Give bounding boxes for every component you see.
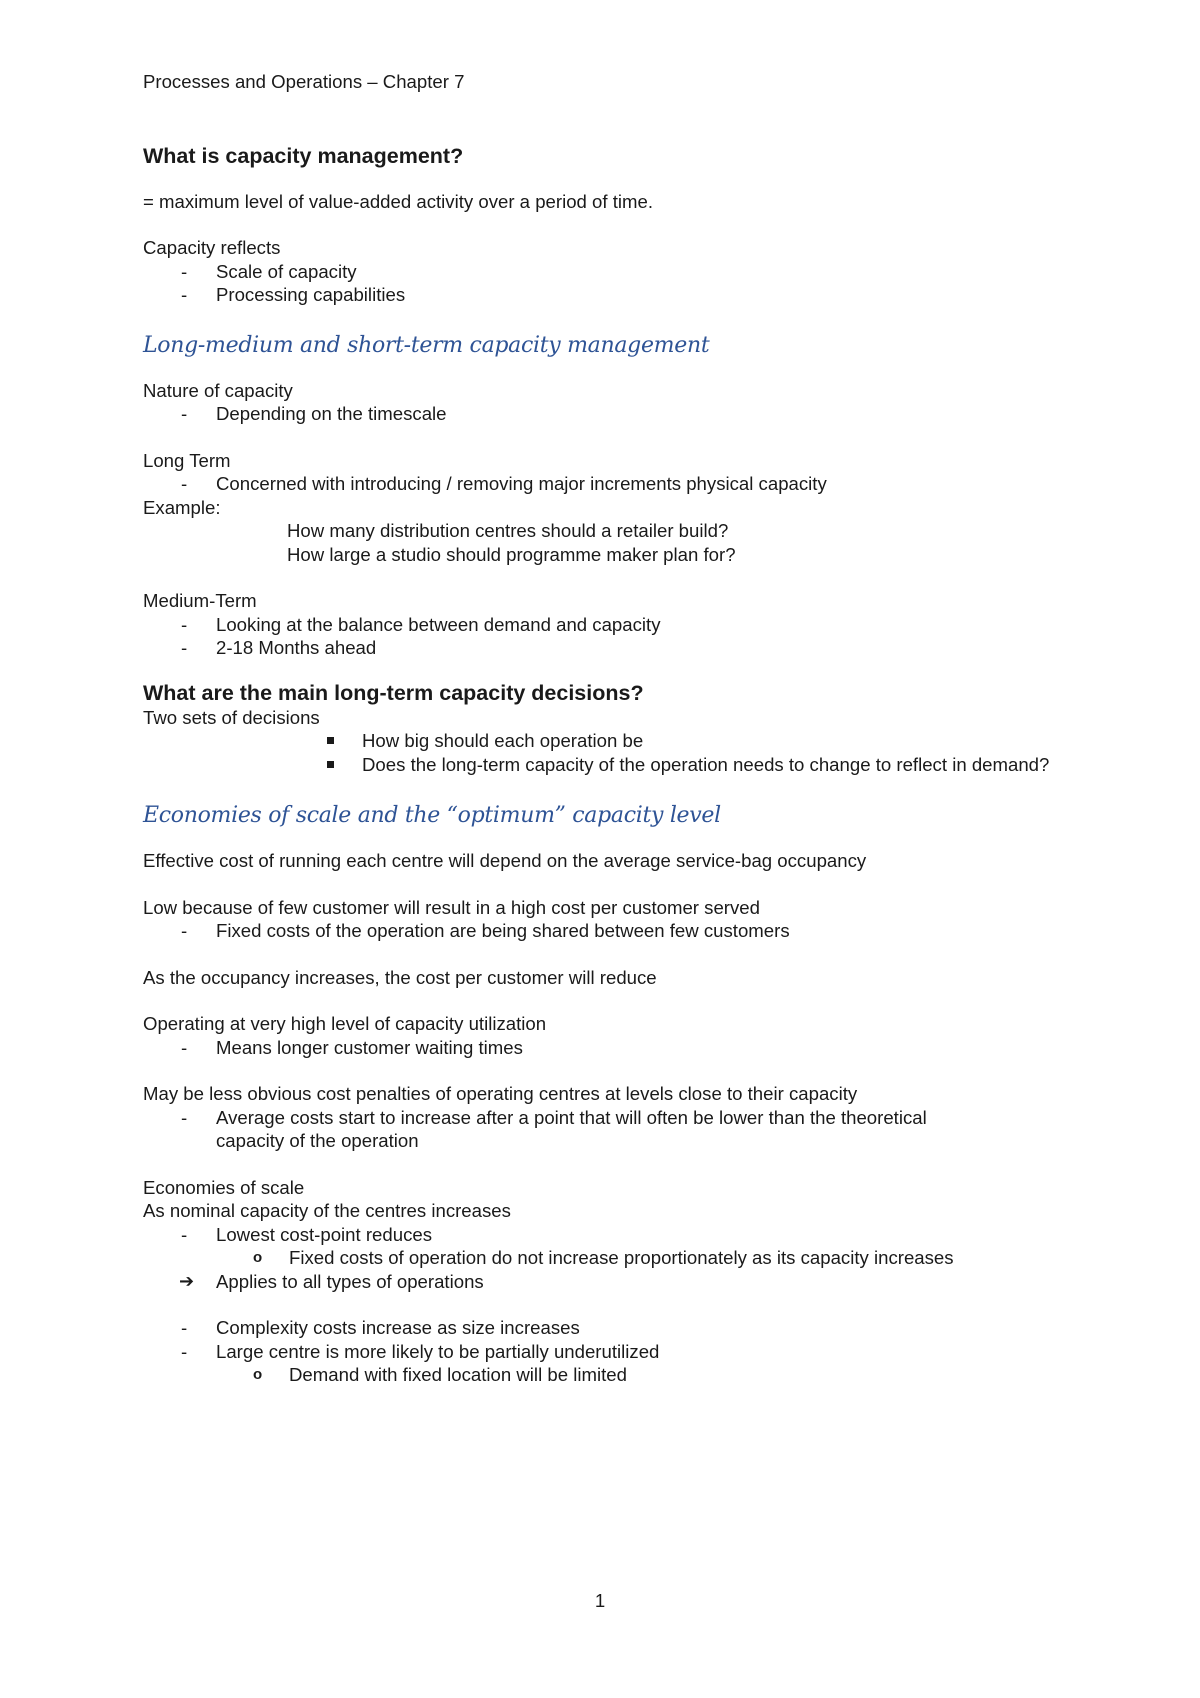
list-item: - Large centre is more likely to be partially underutilized xyxy=(181,1340,660,1362)
square-bullet-icon xyxy=(327,761,334,768)
long-term-label: Long Term xyxy=(143,449,231,471)
example-label: Example: xyxy=(143,496,221,518)
dash-bullet: - xyxy=(181,1223,188,1245)
paragraph: Effective cost of running each centre will depend on the average service-bag occupancy xyxy=(143,850,867,871)
list-item: - Means longer customer waiting times xyxy=(181,1036,523,1058)
section-heading-economies-of-scale: Economies of scale and the “optimum” capacity level xyxy=(143,803,721,828)
dash-bullet: - xyxy=(181,920,188,941)
list-item: - Looking at the balance between demand and capacity xyxy=(181,613,661,635)
list-item: - Processing capabilities xyxy=(181,284,406,305)
arrow-right-icon: ➔ xyxy=(179,1270,195,1291)
list-item: - Complexity costs increase as size increases xyxy=(181,1317,580,1338)
dash-bullet: - xyxy=(181,1106,188,1128)
list-item: - 2-18 Months ahead xyxy=(181,637,377,658)
circle-bullet: o xyxy=(253,1366,263,1383)
dash-bullet: - xyxy=(181,1036,188,1058)
paragraph: May be less obvious cost penalties of operating centres at levels close to their capacity xyxy=(143,1083,858,1104)
dash-bullet: - xyxy=(181,1340,188,1362)
medium-term-label: Medium-Term xyxy=(143,590,257,611)
page-number: 1 xyxy=(594,1590,606,1611)
dash-bullet: - xyxy=(181,284,188,305)
capacity-reflects-label: Capacity reflects xyxy=(143,237,281,258)
dash-bullet: - xyxy=(181,637,188,658)
list-item: - Concerned with introducing / removing major increments physical capacity xyxy=(181,473,827,494)
dash-bullet: - xyxy=(181,1317,188,1338)
circle-bullet: o xyxy=(253,1249,263,1266)
list-item: ➔ Applies to all types of operations xyxy=(179,1270,484,1292)
square-bullet-icon xyxy=(327,737,334,744)
list-item: Does the long-term capacity of the operation needs to change to reflect in demand? xyxy=(143,753,1063,777)
page-header: Processes and Operations – Chapter 7 xyxy=(143,71,465,92)
section-heading-capacity-management: What is capacity management? xyxy=(143,143,464,168)
definition-text: = maximum level of value-added activity over a period of time. xyxy=(143,190,654,212)
dash-bullet: - xyxy=(181,613,188,635)
sub-list-item: o Fixed costs of operation do not increase proportionately as its capacity increases xyxy=(253,1247,954,1268)
paragraph: Low because of few customer will result in a high cost per customer served xyxy=(143,896,760,918)
example-item: How many distribution centres should a retailer build? xyxy=(287,520,729,541)
section-heading-long-term-decisions: What are the main long-term capacity decisions? xyxy=(143,680,644,705)
list-item: - Lowest cost-point reduces xyxy=(181,1223,433,1245)
paragraph: As nominal capacity of the centres increases xyxy=(143,1200,511,1221)
paragraph: As the occupancy increases, the cost per customer will reduce xyxy=(143,966,657,988)
paragraph: Economies of scale xyxy=(143,1176,305,1198)
nature-label: Nature of capacity xyxy=(143,379,293,401)
page-content xyxy=(143,70,1063,1387)
paragraph: Operating at very high level of capacity utilization xyxy=(143,1013,547,1034)
list-item: How big should each operation be xyxy=(143,729,1063,753)
list-item: - Depending on the timescale xyxy=(181,403,447,424)
decisions-label: Two sets of decisions xyxy=(143,706,320,728)
dash-bullet: - xyxy=(181,260,188,282)
example-item: How large a studio should programme maker plan for? xyxy=(287,543,736,565)
list-item: - Fixed costs of the operation are being shared between few customers xyxy=(181,920,790,941)
dash-bullet: - xyxy=(181,473,188,494)
sub-list-item: o Demand with fixed location will be limited xyxy=(253,1364,627,1385)
section-heading-long-medium-short: Long-medium and short-term capacity management xyxy=(143,332,710,358)
list-item: - Scale of capacity xyxy=(181,260,357,282)
list-item: - Average costs start to increase after a point that will often be lower than the theoretical capacity of the operation xyxy=(181,1106,927,1151)
dash-bullet: - xyxy=(181,403,188,424)
